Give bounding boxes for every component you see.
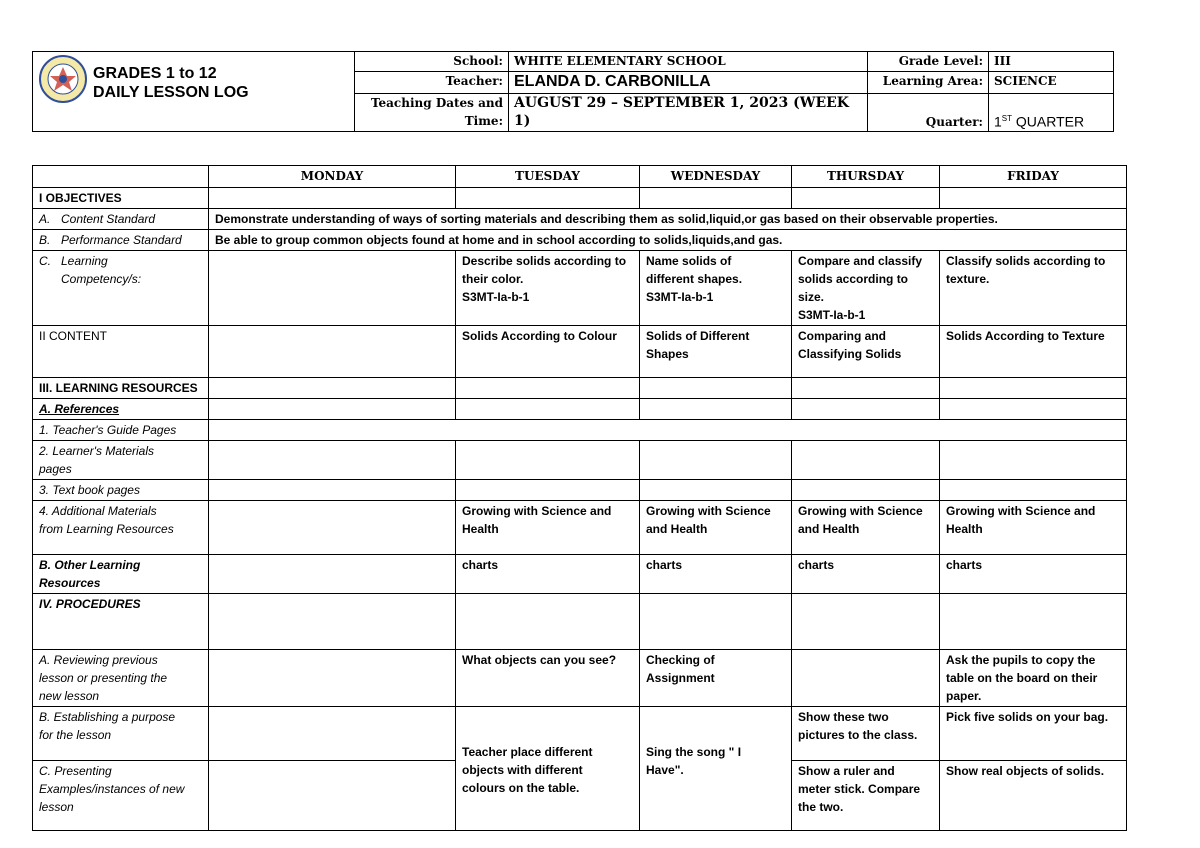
teaching-dates-value-line-2: 1) xyxy=(514,113,531,129)
purpose-wednesday: Sing the song " I Have". xyxy=(640,707,792,831)
empty-cell xyxy=(640,594,792,650)
empty-cell xyxy=(456,399,640,420)
performance-standard-mark: B. xyxy=(39,233,51,247)
empty-cell xyxy=(209,420,1127,441)
empty-cell xyxy=(940,378,1127,399)
empty-cell xyxy=(456,480,640,501)
empty-cell xyxy=(209,480,456,501)
quarter-suffix: ST xyxy=(1001,114,1013,124)
empty-cell xyxy=(640,378,792,399)
presenting-friday: Show real objects of solids. xyxy=(940,761,1127,831)
day-header-row xyxy=(33,166,1127,188)
teacher-label: Teacher: xyxy=(355,72,509,94)
empty-cell xyxy=(209,555,456,594)
purpose-friday: Pick five solids on your bag. xyxy=(940,707,1127,761)
empty-cell xyxy=(209,501,456,555)
competency-title-1: Learning xyxy=(61,254,108,268)
presenting-thursday: Show a ruler and meter stick. Compare the two. xyxy=(792,761,940,831)
document-title xyxy=(93,64,249,102)
teaching-dates-value-line-1: AUGUST 29 – SEPTEMBER 1, 2023 (WEEK xyxy=(514,95,849,111)
quarter-label: Quarter: xyxy=(868,94,989,132)
empty-cell xyxy=(792,594,940,650)
empty-cell xyxy=(792,480,940,501)
additional-friday: Growing with Science and Health xyxy=(940,501,1127,555)
empty-cell xyxy=(456,441,640,480)
table-row xyxy=(33,707,1127,761)
reviewing-tuesday: What objects can you see? xyxy=(456,650,640,707)
table-row xyxy=(33,209,1127,230)
empty-cell xyxy=(640,399,792,420)
table-row xyxy=(33,251,1127,326)
quarter-text: QUARTER xyxy=(1012,114,1085,130)
other-thursday: charts xyxy=(792,555,940,594)
empty-cell xyxy=(456,378,640,399)
quarter-number: 1 xyxy=(994,114,1002,130)
reviewing-label: A. Reviewing previous lesson or presenting the new lesson xyxy=(33,650,209,707)
empty-cell xyxy=(456,188,640,209)
table-row xyxy=(33,378,1127,399)
empty-cell xyxy=(209,650,456,707)
empty-cell xyxy=(640,441,792,480)
textbook-label: 3. Text book pages xyxy=(33,480,209,501)
table-row xyxy=(33,480,1127,501)
empty-cell xyxy=(940,188,1127,209)
resources-heading: III. LEARNING RESOURCES xyxy=(33,378,209,399)
empty-cell xyxy=(940,480,1127,501)
reviewing-friday: Ask the pupils to copy the table on the board on their paper. xyxy=(940,650,1127,707)
content-standard-label xyxy=(33,209,209,230)
title-line-1: GRADES 1 to 12 xyxy=(93,65,217,82)
lesson-log-table xyxy=(32,165,1127,831)
references-heading: A. References xyxy=(33,399,209,420)
empty-cell xyxy=(792,378,940,399)
empty-cell xyxy=(209,188,456,209)
deped-seal-icon xyxy=(38,54,88,104)
empty-cell xyxy=(209,378,456,399)
content-heading: II CONTENT xyxy=(33,326,209,378)
competency-thursday: Compare and classify solids according to size. S3MT-Ia-b-1 xyxy=(792,251,940,326)
teaching-dates-label-line-2: Time: xyxy=(464,114,503,128)
performance-standard-text: Be able to group common objects found at home and in school according to solids,liquids,and gas. xyxy=(209,230,1127,251)
content-standard-text: Demonstrate understanding of ways of sorting materials and describing them as solid,liquid,or gas based on their observable properties. xyxy=(209,209,1127,230)
table-row xyxy=(33,230,1127,251)
teaching-dates-value xyxy=(509,94,868,132)
empty-cell xyxy=(940,594,1127,650)
performance-standard-title: Performance Standard xyxy=(61,233,182,247)
procedures-heading: IV. PROCEDURES xyxy=(33,594,209,650)
content-friday: Solids According to Texture xyxy=(940,326,1127,378)
grade-level-value: III xyxy=(989,52,1114,72)
reviewing-wednesday: Checking of Assignment xyxy=(640,650,792,707)
learners-materials-label: 2. Learner's Materials pages xyxy=(33,441,209,480)
empty-cell xyxy=(209,399,456,420)
day-monday: MONDAY xyxy=(209,166,456,188)
teaching-dates-label xyxy=(355,94,509,132)
day-thursday: THURSDAY xyxy=(792,166,940,188)
empty-cell xyxy=(209,441,456,480)
empty-cell xyxy=(209,251,456,326)
purpose-thursday: Show these two pictures to the class. xyxy=(792,707,940,761)
teacher-value: ELANDA D. CARBONILLA xyxy=(509,72,868,94)
table-row xyxy=(33,501,1127,555)
table-row xyxy=(33,650,1127,707)
competency-tuesday: Describe solids according to their color. S3MT-Ia-b-1 xyxy=(456,251,640,326)
header-table xyxy=(32,51,1114,132)
table-row xyxy=(33,441,1127,480)
table-row xyxy=(33,399,1127,420)
school-label: School: xyxy=(355,52,509,72)
other-friday: charts xyxy=(940,555,1127,594)
empty-cell xyxy=(209,594,456,650)
presenting-label: C. Presenting Examples/instances of new lesson xyxy=(33,761,209,831)
content-wednesday: Solids of Different Shapes xyxy=(640,326,792,378)
content-tuesday: Solids According to Colour xyxy=(456,326,640,378)
empty-cell xyxy=(940,441,1127,480)
empty-cell xyxy=(792,188,940,209)
performance-standard-label xyxy=(33,230,209,251)
day-friday: FRIDAY xyxy=(940,166,1127,188)
empty-cell xyxy=(209,326,456,378)
empty-cell xyxy=(640,188,792,209)
school-value: WHITE ELEMENTARY SCHOOL xyxy=(509,52,868,72)
quarter-value xyxy=(989,94,1114,132)
competency-label xyxy=(33,251,209,326)
additional-tuesday: Growing with Science and Health xyxy=(456,501,640,555)
grade-level-label: Grade Level: xyxy=(868,52,989,72)
other-wednesday: charts xyxy=(640,555,792,594)
header-logo-cell xyxy=(33,52,355,132)
empty-cell xyxy=(792,399,940,420)
purpose-tuesday: Teacher place different objects with different colours on the table. xyxy=(456,707,640,831)
other-resources-label: B. Other Learning Resources xyxy=(33,555,209,594)
day-tuesday: TUESDAY xyxy=(456,166,640,188)
empty-cell xyxy=(792,441,940,480)
table-row xyxy=(33,326,1127,378)
title-line-2: DAILY LESSON LOG xyxy=(93,84,249,101)
table-row xyxy=(33,420,1127,441)
additional-wednesday: Growing with Science and Health xyxy=(640,501,792,555)
additional-materials-label: 4. Additional Materials from Learning Resources xyxy=(33,501,209,555)
table-row xyxy=(33,188,1127,209)
other-tuesday: charts xyxy=(456,555,640,594)
empty-cell xyxy=(456,594,640,650)
table-row xyxy=(33,594,1127,650)
content-standard-mark: A. xyxy=(39,212,51,226)
empty-cell xyxy=(940,399,1127,420)
competency-wednesday: Name solids of different shapes. S3MT-Ia-b-1 xyxy=(640,251,792,326)
content-standard-title: Content Standard xyxy=(61,212,156,226)
learning-area-label: Learning Area: xyxy=(868,72,989,94)
empty-cell xyxy=(792,650,940,707)
empty-cell xyxy=(209,707,456,761)
table-row xyxy=(33,555,1127,594)
corner-cell xyxy=(33,166,209,188)
objectives-heading: I OBJECTIVES xyxy=(33,188,209,209)
day-wednesday: WEDNESDAY xyxy=(640,166,792,188)
content-thursday: Comparing and Classifying Solids xyxy=(792,326,940,378)
purpose-label: B. Establishing a purpose for the lesson xyxy=(33,707,209,761)
learning-area-value: SCIENCE xyxy=(989,72,1114,94)
empty-cell xyxy=(209,761,456,831)
teachers-guide-label: 1. Teacher's Guide Pages xyxy=(33,420,209,441)
teaching-dates-label-line-1: Teaching Dates and xyxy=(370,96,503,110)
empty-cell xyxy=(640,480,792,501)
competency-title-2: Competency/s: xyxy=(61,272,142,286)
competency-friday: Classify solids according to texture. xyxy=(940,251,1127,326)
additional-thursday: Growing with Science and Health xyxy=(792,501,940,555)
competency-mark: C. xyxy=(39,254,51,268)
